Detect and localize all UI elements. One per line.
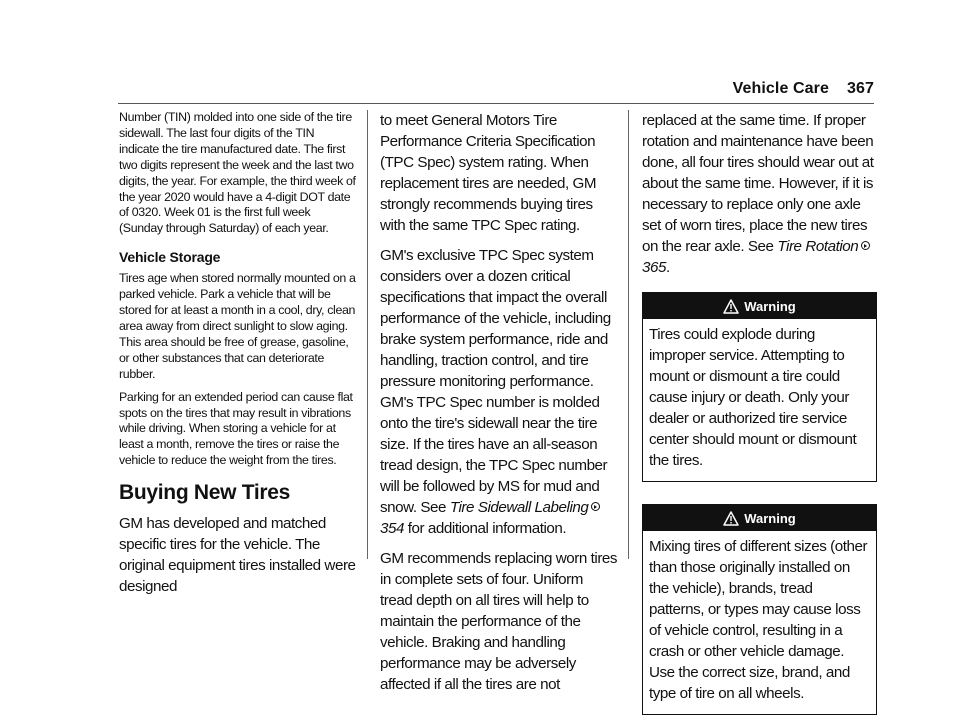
tire-rotation-page[interactable]: 365 bbox=[642, 259, 666, 276]
section-title: Vehicle Care bbox=[732, 80, 829, 97]
warning-box-mounting bbox=[642, 292, 877, 482]
tpc-system-tail: for additional information. bbox=[407, 520, 567, 537]
vehicle-storage-heading: Vehicle Storage bbox=[119, 249, 221, 266]
column-divider-1 bbox=[367, 110, 368, 559]
tpc-system-text: GM's exclusive TPC Spec system considers over a dozen critical specifications that impact the overall performance of the vehicle, including brake system performance, ride and handling, traction control, and tire pressure monitoring performance. GM's TPC Spec number is molded onto the tire's sidewall near the tire size. If the tires have an all-season tread design, the TPC Spec number will be followed by MS for mud and snow. See bbox=[380, 247, 611, 516]
running-header bbox=[733, 80, 874, 98]
column-2 bbox=[380, 110, 618, 695]
storage-paragraph-2: Parking for an extended period can cause flat spots on the tires that may result in vibrations while driving. When storing a vehicle for at least a month, remove the tires or raise the vehicle to reduce the weight from the tires. bbox=[119, 389, 353, 468]
rotation-tail: . bbox=[666, 259, 670, 276]
buying-new-tires-heading: Buying New Tires bbox=[119, 481, 291, 505]
buying-paragraph: GM has developed and matched specific tires for the vehicle. The original equipment tires installed were designed bbox=[119, 515, 356, 596]
tpc-system-paragraph bbox=[380, 245, 618, 539]
column-1 bbox=[119, 110, 357, 597]
warning-header bbox=[643, 505, 876, 531]
page-reference-arrow-icon bbox=[861, 241, 870, 250]
tpc-spec-paragraph: to meet General Motors Tire Performance Criteria Specification (TPC Spec) system rating. When replacement tires are needed, GM strongly recommends buying tires with the same TPC Spec rating. bbox=[380, 112, 597, 234]
warning-text: Tires could explode during improper service. Attempting to mount or dismount a tire could cause injury or death. Only your dealer or authorized tire service center should mount or dismount the tires. bbox=[649, 326, 857, 469]
warning-triangle-icon bbox=[723, 299, 739, 314]
rotation-text: replaced at the same time. If proper rotation and maintenance have been done, all four tires should wear out at about the same time. However, if it is necessary to replace only one axle set of worn tires, place the new tires on the rear axle. See bbox=[642, 112, 874, 255]
rotation-paragraph bbox=[642, 110, 877, 278]
storage-paragraph-1: Tires age when stored normally mounted on a parked vehicle. Park a vehicle that will be stored for at least a month in a cool, dry, clean area away from direct sunlight to slow aging. This area should be free of grease, gasoline, or other substances that can deteriorate rubber. bbox=[119, 271, 356, 381]
tire-rotation-link[interactable]: Tire Rotation bbox=[777, 238, 859, 255]
page-reference-arrow-icon bbox=[591, 502, 600, 511]
replace-sets-paragraph: GM recommends replacing worn tires in complete sets of four. Uniform tread depth on all tires will help to maintain the performance of the vehicle. Braking and handling performance may be adversely affected if all the tires are not bbox=[380, 550, 618, 693]
sidewall-labeling-link[interactable]: Tire Sidewall Labeling bbox=[449, 499, 589, 516]
column-3 bbox=[642, 110, 877, 715]
warning-title: Warning bbox=[744, 510, 796, 526]
warning-triangle-icon bbox=[723, 511, 739, 526]
tin-paragraph: Number (TIN) molded into one side of the tire sidewall. The last four digits of the TIN indicate the tire manufactured date. The first two digits represent the week and the last two digits, the year. For example, the third week of the year 2020 would have a 4-digit DOT date of 0320. Week 01 is the first full week (Sunday through Saturday) of each year. bbox=[119, 110, 356, 236]
warning-text: Mixing tires of different sizes (other than those originally installed on the vehicle), brands, tread patterns, or types may cause loss of vehicle control, resulting in a crash or other vehicle damage. Use the correct size, brand, and type of tire on all wheels. bbox=[649, 538, 868, 702]
warning-header bbox=[643, 293, 876, 319]
page-number: 367 bbox=[847, 80, 874, 97]
header-divider bbox=[118, 103, 874, 104]
column-divider-2 bbox=[628, 110, 629, 559]
warning-title: Warning bbox=[744, 298, 796, 314]
sidewall-labeling-page[interactable]: 354 bbox=[380, 520, 404, 537]
warning-box-mixing bbox=[642, 504, 877, 715]
